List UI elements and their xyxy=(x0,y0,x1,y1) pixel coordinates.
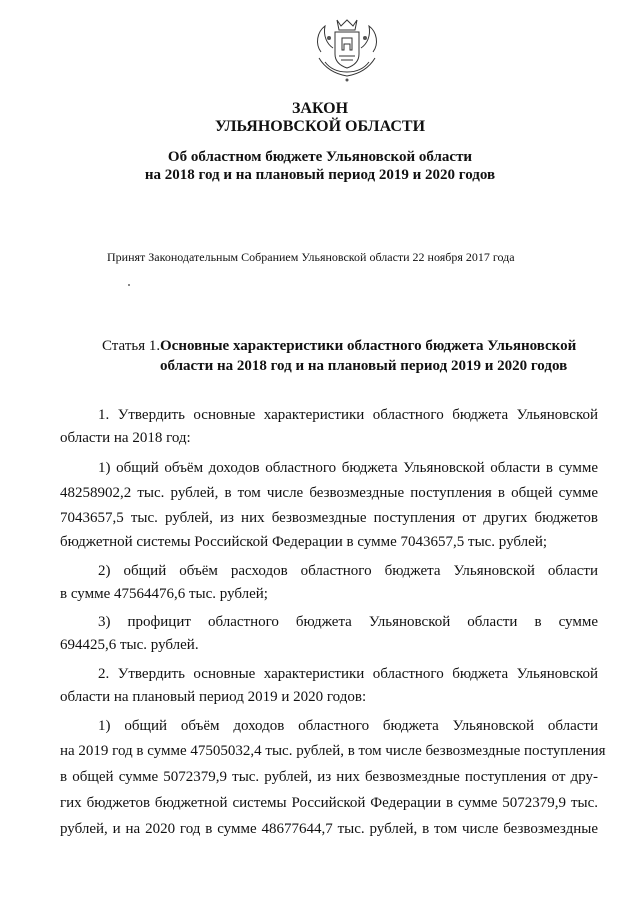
paragraph-line: 1) общий объём доходов областного бюджета Ульяновской области xyxy=(98,718,598,734)
paragraph-line: бюджетной системы Российской Федерации в сумме 7043657,5 тыс. рублей; xyxy=(60,534,548,550)
paragraph-line: 1. Утвердить основные характеристики областного бюджета Ульяновской xyxy=(98,407,598,423)
paragraph-line: области на плановый период 2019 и 2020 годов: xyxy=(60,689,367,705)
paragraph-line: 694425,6 тыс. рублей. xyxy=(60,637,199,653)
paragraph-line: гих бюджетов бюджетной системы Российской Федерации в сумме 5072379,9 тыс. xyxy=(60,795,598,811)
paragraph-line: на 2019 год в сумме 47505032,4 тыс. рублей, в том числе безвозмездные поступления xyxy=(60,743,606,759)
adoption-note: Принят Законодательным Собранием Ульяновской области 22 ноября 2017 года xyxy=(107,250,515,264)
law-title-line-1: ЗАКОН xyxy=(291,100,349,117)
paragraph-line: 2) общий объём расходов областного бюджета Ульяновской области xyxy=(98,563,598,579)
paragraph-line: в общей сумме 5072379,9 тыс. рублей, из них безвозмездные поступления от дру- xyxy=(60,769,598,785)
law-subtitle-line-1: Об областном бюджете Ульяновской области xyxy=(167,149,473,165)
law-subtitle-line-2: на 2018 год и на плановый период 2019 и 2020 годов xyxy=(144,167,496,183)
coat-of-arms-emblem xyxy=(311,14,383,84)
article-heading: Основные характеристики областного бюджета Ульяновской области на 2018 год и на плановый период 2019 и 2020 годов xyxy=(160,338,577,374)
law-title-line-2: УЛЬЯНОВСКОЙ ОБЛАСТИ xyxy=(214,118,426,135)
paragraph-line: рублей, и на 2020 год в сумме 48677644,7 тыс. рублей, в том числе безвозмездные xyxy=(60,821,598,837)
paragraph-line: 7043657,5 тыс. рублей, из них безвозмездные поступления от других бюджетов xyxy=(60,510,598,526)
paragraph-line: области на 2018 год: xyxy=(60,430,191,446)
paragraph-line: 1) общий объём доходов областного бюджета Ульяновской области в сумме xyxy=(98,460,598,476)
paragraph-line: в сумме 47564476,6 тыс. рублей; xyxy=(60,586,268,602)
paragraph-line: 3) профицит областного бюджета Ульяновской области в сумме xyxy=(98,614,598,630)
paragraph-line: 48258902,2 тыс. рублей, в том числе безвозмездные поступления в общей сумме xyxy=(60,485,598,501)
scan-speck xyxy=(128,284,130,286)
article-label: Статья 1. xyxy=(102,338,161,354)
paragraph-line: 2. Утвердить основные характеристики областного бюджета Ульяновской xyxy=(98,666,598,682)
